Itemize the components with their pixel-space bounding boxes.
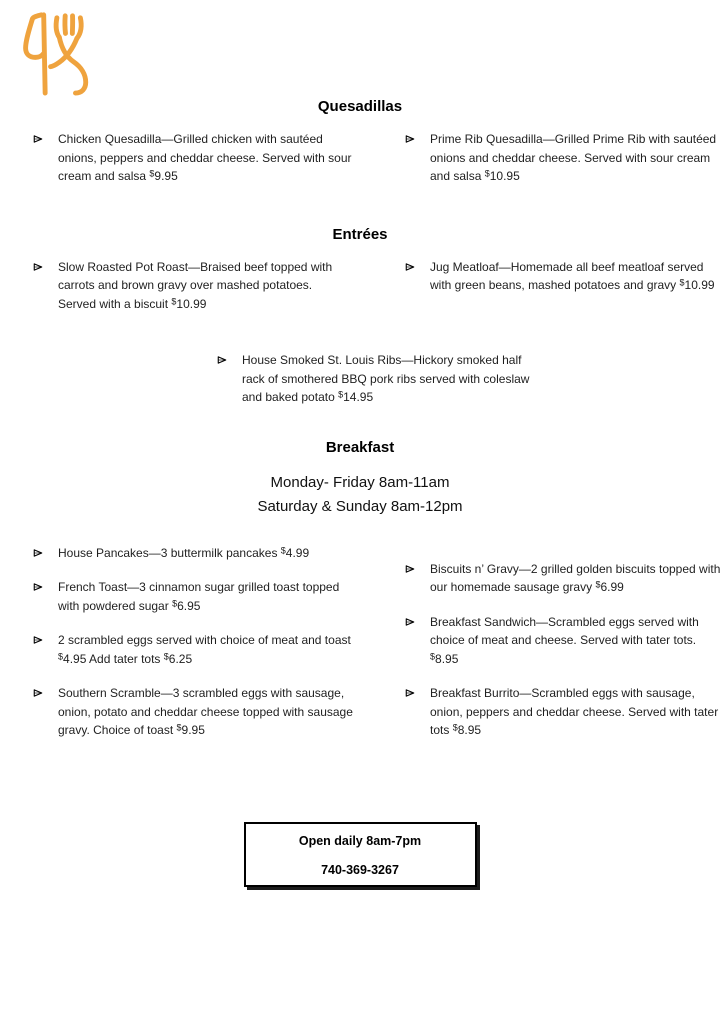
breakfast-hours-weekday: Monday- Friday 8am-11am (270, 473, 450, 491)
quesadillas-row (0, 130, 720, 186)
section-title-breakfast: Breakfast (325, 438, 395, 456)
entrees-row (0, 258, 720, 314)
menu-item-breakfast-burrito (405, 684, 720, 740)
breakfast-items (0, 544, 720, 756)
menu-item-text: House Pancakes—3 buttermilk pancakes $4.99 (58, 545, 310, 560)
arrow-bullet-icon (405, 613, 430, 627)
info-box (244, 822, 477, 887)
menu-item-french-toast (33, 578, 405, 615)
menu-item-text: French Toast—3 cinnamon sugar grilled toast topped with powdered sugar $6.95 (58, 580, 340, 613)
breakfast-right-column (405, 544, 720, 756)
menu-item-breakfast-sandwich (405, 613, 720, 669)
menu-item-text: Jug Meatloaf—Homemade all beef meatloaf served with green beans, mashed potatoes and gravy $10.99 (430, 259, 715, 292)
menu-item-text: Biscuits n’ Gravy—2 grilled golden biscuits topped with our homemade sausage gravy $6.99 (430, 561, 720, 594)
menu-item-jug-meatloaf (405, 258, 720, 314)
arrow-bullet-icon (33, 258, 58, 272)
menu-item-prime-rib-quesadilla (405, 130, 720, 186)
arrow-bullet-icon (33, 544, 58, 558)
breakfast-hours (0, 471, 720, 519)
arrow-bullet-icon (33, 130, 58, 144)
open-hours-text: Open daily 8am-7pm (298, 833, 422, 848)
menu-item-text: Chicken Quesadilla—Grilled chicken with sautéed onions, peppers and cheddar cheese. Served with sour cream and salsa $9.95 (58, 132, 352, 183)
arrow-bullet-icon (217, 351, 242, 365)
menu-item-house-pancakes (33, 544, 405, 563)
menu-item-text: Southern Scramble—3 scrambled eggs with sausage, onion, potato and cheddar cheese topped with sausage gravy. Choice of toast $9.95 (58, 686, 353, 737)
phone-number: 740-369-3267 (321, 862, 399, 877)
section-title-entrees: Entrées (332, 225, 388, 243)
menu-item-text: Slow Roasted Pot Roast—Braised beef topped with carrots and brown gravy over mashed potatoes. Served with a biscuit $10.99 (58, 259, 333, 311)
restaurant-logo (12, 8, 92, 96)
arrow-bullet-icon (33, 578, 58, 592)
fork-knife-icon (12, 8, 92, 96)
menu-item-pot-roast (33, 258, 405, 314)
section-title-quesadillas: Quesadillas (317, 98, 403, 115)
arrow-bullet-icon (405, 684, 430, 698)
arrow-bullet-icon (405, 560, 430, 574)
menu-item-text: Breakfast Burrito—Scrambled eggs with sausage, onion, peppers and cheddar cheese. Served with tater tots $8.95 (430, 686, 719, 737)
menu-item-biscuits-gravy (405, 560, 720, 597)
arrow-bullet-icon (33, 684, 58, 698)
breakfast-hours-weekend: Saturday & Sunday 8am-12pm (257, 497, 463, 515)
menu-item-chicken-quesadilla (33, 130, 405, 186)
arrow-bullet-icon (405, 258, 430, 272)
menu-item-text: 2 scrambled eggs served with choice of meat and toast $4.95 Add tater tots $6.25 (58, 633, 351, 666)
menu-item-southern-scramble (33, 684, 405, 740)
menu-item-text: House Smoked St. Louis Ribs—Hickory smoked half rack of smothered BBQ pork ribs served with coleslaw and baked potato $14.95 (242, 353, 530, 404)
ribs-row (0, 351, 720, 407)
menu-item-text: Breakfast Sandwich—Scrambled eggs served with choice of meat and cheese. Served with tater tots. $8.95 (430, 614, 699, 666)
breakfast-left-column (33, 544, 405, 756)
menu-item-st-louis-ribs (217, 351, 720, 407)
arrow-bullet-icon (33, 631, 58, 645)
arrow-bullet-icon (405, 130, 430, 144)
menu-item-text: Prime Rib Quesadilla—Grilled Prime Rib with sautéed onions and cheddar cheese. Served with sour cream and salsa $10.95 (430, 132, 717, 183)
menu-item-scrambled-eggs (33, 631, 405, 668)
